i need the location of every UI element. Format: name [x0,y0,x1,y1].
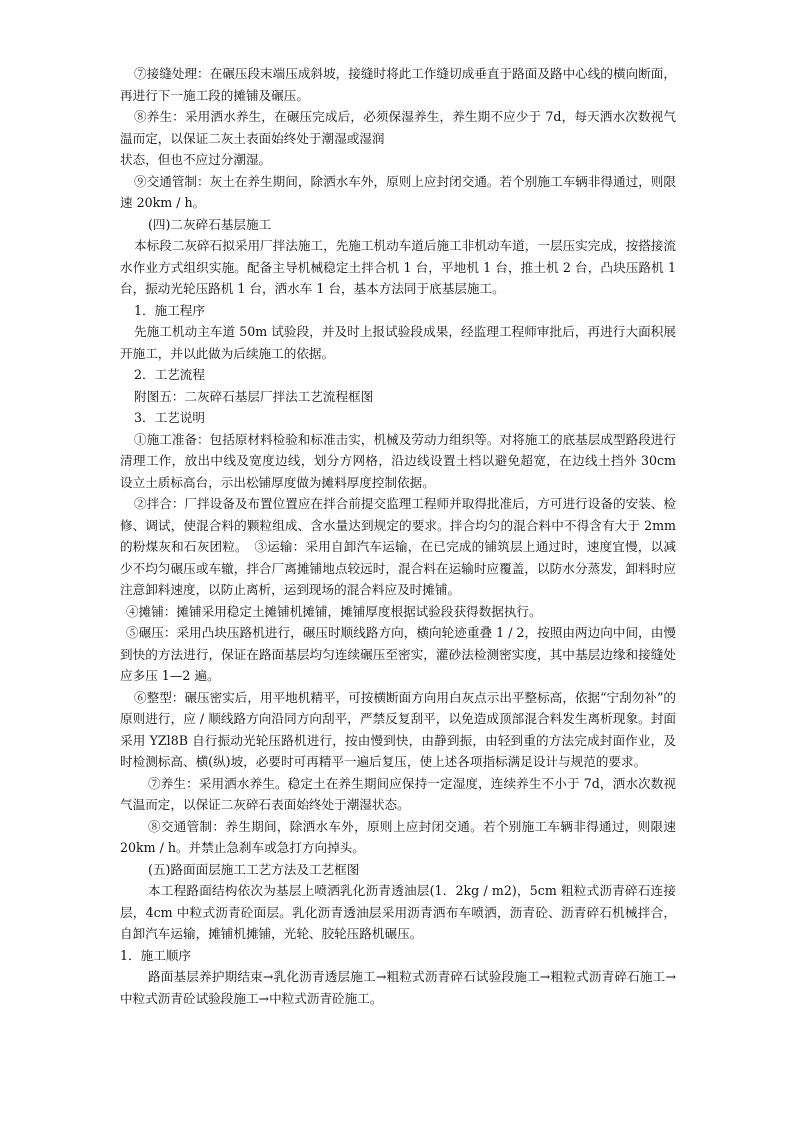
subheading-process-flow: 2．工艺流程 [134,367,205,382]
subheading-construction-sequence: 1．施工顺序 [120,947,191,963]
paragraph-surface-structure: 本工程路面结构依次为基层上喷洒乳化沥青透油层(1．2kg / m2)，5cm 粗粒式沥青碎石连接层，4cm 中粒式沥青砼面层。乳化沥青透油层采用沥青洒布车喷洒，沥青砼、沥青碎石机械拌合，自卸汽车运输，摊铺机摊铺，光轮、胶轮压路机碾压。 [120,883,676,941]
paragraph-figure-reference: 附图五：二灰碎石基层厂拌法工艺流程框图 [134,388,374,404]
section-heading-surface-layer: (五)路面面层施工工艺方法及工艺框图 [148,861,360,877]
paragraph-shaping: ⑥整型：碾压密实后，用平地机精平，可按横断面方向用白灰点示出平整标高，依据“宁刮勿补”的原则进行，应 / 顺线路方向沿同方向刮平，严禁反复刮平，以免造成顶部混合料发生离析现象。封面采用 YZl8B 自行振动光轮压路机进行，按由慢到快，由静到振，由轻到重的方法完成封面作业，及时检测标高、横(纵)坡，必要时可再精平一遍后复压，使上述各项指标满足设计与规范的要求。 [120,689,676,769]
paragraph-joint-treatment: ⑦接缝处理：在碾压段末端压成斜坡，接缝时将此工作缝切成垂直于路面及路中心线的横向断面，再进行下一施工段的摊铺及碾压。 [120,66,676,103]
paragraph-mixing-transport: ②拌合：厂拌设备及布置位置应在拌合前提交监理工程师并取得批准后，方可进行设备的安装、检修、调试，使混合料的颗粒组成、含水量达到规定的要求。拌合均匀的混合料中不得含有大于 2mm 的粉煤灰和石灰团粒。 ③运输：采用自卸汽车运输，在已完成的铺筑层上通过时，速度宜慢，以减少不均匀碾压或车辙，拌合厂离摊铺地点较远时，混合料在运输时应覆盖，以防水分蒸发，卸料时应注意卸料速度，以防止离析，运到现场的混合料应及时摊铺。 [120,496,676,597]
document-page [120,63,676,1009]
paragraph-curing-continued: 状态，但也不应过分潮湿。 [120,152,272,167]
paragraph-gravel-traffic-control: ⑧交通管制：养生期间，除洒水车外，原则上应封闭交通。若个别施工车辆非得通过，则限速 20km / h。并禁止急刹车或急打方向掉头。 [120,818,676,855]
subheading-process-description: 3．工艺说明 [134,410,205,425]
paragraph-preparation: ①施工准备：包括原材料检验和标准击实，机械及劳动力组织等。对将施工的底基层成型路段进行清理工作，放出中线及宽度边线，划分方网格，沿边线设置土档以避免超宽，在边线土挡外 30cm 设立土质标高台，示出松铺厚度做为摊料厚度控制依据。 [120,431,676,490]
subheading-construction-procedure: 1．施工程序 [134,302,205,318]
paragraph-construction-sequence: 路面基层养护期结束→乳化沥青透层施工→粗粒式沥青碎石试验段施工→粗粒式沥青碎石施工→中粒式沥青砼试验段施工→中粒式沥青砼施工。 [120,969,676,1006]
paragraph-traffic-control: ⑨交通管制：灰土在养生期间，除洒水车外，原则上应封闭交通。若个别施工车辆非得通过，则限速 20km / h。 [120,173,676,210]
paragraph-gravel-base-intro: 本标段二灰碎石拟采用厂拌法施工，先施工机动车道后施工非机动车道，一层压实完成，按搭接流水作业方式组织实施。配备主导机械稳定土拌合机 1 台，平地机 1 台，推土机 2 台，凸块压路机 1 台，振动光轮压路机 1 台，洒水车 1 台，基本方法同于底基层施工。 [120,238,676,296]
paragraph-gravel-curing: ⑦养生：采用洒水养生。稳定土在养生期间应保持一定湿度，连续养生不小于 7d，洒水次数视气温而定，以保证二灰碎石表面始终处于潮湿状态。 [120,775,676,812]
paragraph-curing: ⑧养生：采用洒水养生，在碾压完成后，必须保湿养生，养生期不应少于 7d，每天洒水次数视气温而定，以保证二灰土表面始终处于潮湿或湿润 [120,109,676,146]
paragraph-construction-procedure: 先施工机动主车道 50m 试验段，并及时上报试验段成果，经监理工程师审批后，再进行大面积展开施工，并以此做为后续施工的依据。 [120,324,676,361]
paragraph-compaction: ⑤碾压：采用凸块压路机进行，碾压时顺线路方向，横向轮迹重叠 1 / 2，按照由两边向中间，由慢到快的方法进行，保证在路面基层均匀连续碾压至密实，灌砂法检测密实度，其中基层边缘和接缝处应多压 1—2 遍。 [120,625,676,683]
paragraph-paving: ④摊铺：摊铺采用稳定土摊铺机摊铺，摊铺厚度根据试验段获得数据执行。 [126,603,542,619]
section-heading-gravel-base: (四)二灰碎石基层施工 [148,216,272,232]
